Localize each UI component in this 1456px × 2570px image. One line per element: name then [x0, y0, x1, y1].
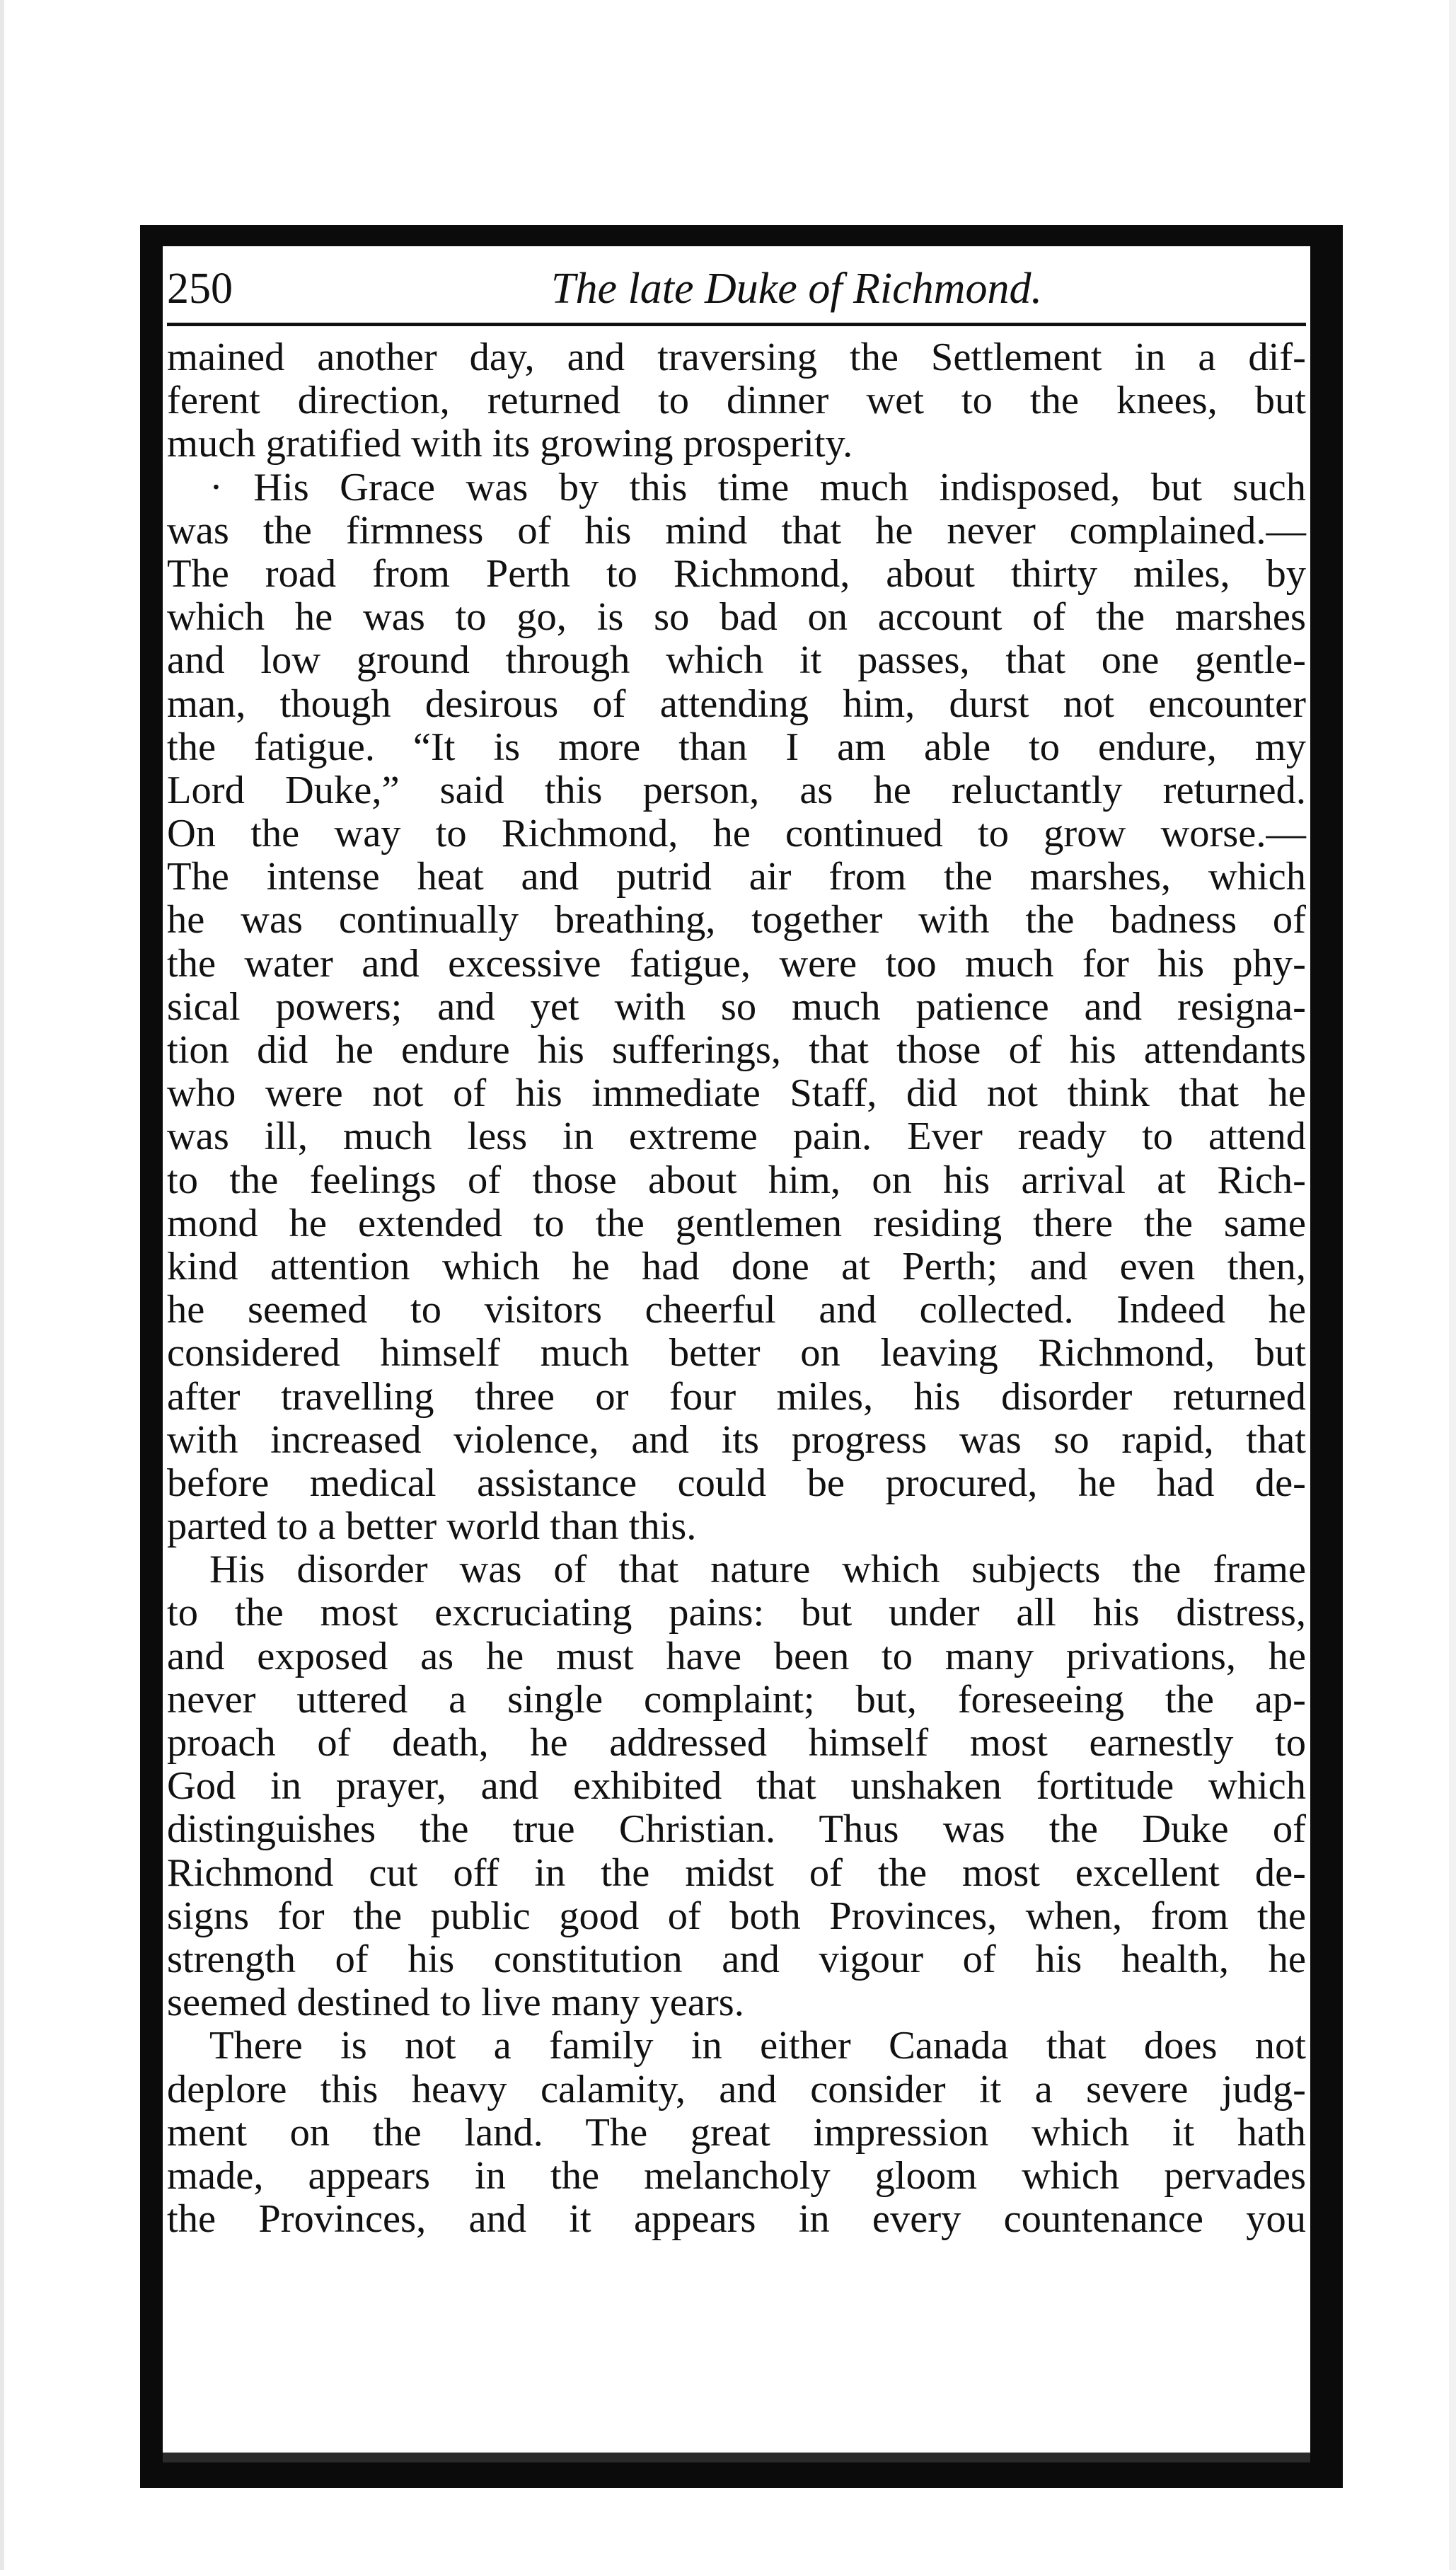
text-line: was the firmness of his mind that he never complained.— — [167, 508, 1306, 553]
text-line: proach of death, he addressed himself most earnestly to — [167, 1721, 1306, 1765]
text-line: he seemed to visitors cheerful and collected. Indeed he — [167, 1288, 1306, 1332]
text-line: he was continually breathing, together with the badness of — [167, 898, 1306, 943]
text-line: never uttered a single complaint; but, foreseeing the ap- — [167, 1677, 1306, 1722]
text-line: deplore this heavy calamity, and consider it a severe judg- — [167, 2067, 1306, 2111]
running-head — [167, 258, 1306, 326]
text-line: Richmond cut off in the midst of the most excellent de- — [167, 1850, 1306, 1895]
scan-edge-left — [0, 0, 4, 2570]
text-line: seemed destined to live many years. — [167, 1981, 744, 2025]
text-line: sical powers; and yet with so much patience and resigna- — [167, 984, 1306, 1029]
text-line: There is not a family in either Canada that does not — [209, 2024, 1306, 2068]
text-line: His disorder was of that nature which subjects the frame — [209, 1548, 1306, 1592]
text-line: the fatigue. “It is more than I am able to endure, my — [167, 725, 1306, 769]
text-line: much gratified with its growing prosperity. — [167, 422, 853, 466]
text-line: Lord Duke,” said this person, as he reluctantly returned. — [167, 768, 1306, 812]
text-line: mond he extended to the gentlemen residing there the same — [167, 1201, 1306, 1245]
frame-border-bottom-inner — [163, 2453, 1310, 2462]
text-line: the water and excessive fatigue, were too much for his phy- — [167, 941, 1306, 986]
text-line: which he was to go, is so bad on account of the marshes — [167, 595, 1306, 640]
text-line: to the feelings of those about him, on his arrival at Rich- — [167, 1158, 1306, 1202]
frame-border-left — [140, 225, 163, 2488]
text-line: strength of his constitution and vigour of his health, he — [167, 1937, 1306, 1981]
text-line: The road from Perth to Richmond, about thirty miles, by — [167, 551, 1306, 596]
text-line: On the way to Richmond, he continued to grow worse.— — [167, 812, 1306, 856]
text-line: before medical assistance could be procured, he had de- — [167, 1460, 1306, 1505]
text-line: tion did he endure his sufferings, that those of his attendants — [167, 1028, 1306, 1072]
text-line: with increased violence, and its progress was so rapid, that — [167, 1417, 1306, 1462]
page-frame — [140, 225, 1343, 2488]
text-line: after travelling three or four miles, his disorder returned — [167, 1374, 1306, 1419]
text-line: was ill, much less in extreme pain. Ever ready to attend — [167, 1114, 1306, 1159]
text-line: mained another day, and traversing the Settlement in a dif- — [167, 335, 1306, 379]
text-line: ment on the land. The great impression which it hath — [167, 2110, 1306, 2155]
text-line: made, appears in the melancholy gloom which pervades — [167, 2153, 1306, 2198]
scan-edge-right — [1449, 0, 1456, 2570]
page-number: 250 — [167, 265, 233, 313]
frame-border-right — [1310, 225, 1343, 2488]
running-title: The late Duke of Richmond. — [551, 265, 1042, 313]
text-line: the Provinces, and it appears in every countenance you — [167, 2197, 1306, 2242]
text-line: kind attention which he had done at Perth; and even then, — [167, 1244, 1306, 1289]
text-line: to the most excruciating pains: but under all his distress, — [167, 1591, 1306, 1635]
text-line: distinguishes the true Christian. Thus was the Duke of — [167, 1807, 1306, 1852]
text-line: ferent direction, returned to dinner wet to the knees, but — [167, 379, 1306, 423]
text-line: who were not of his immediate Staff, did not think that he — [167, 1071, 1306, 1116]
text-line: The intense heat and putrid air from the marshes, which — [167, 855, 1306, 899]
frame-border-top — [140, 225, 1343, 246]
frame-border-bottom — [140, 2462, 1343, 2488]
text-line: God in prayer, and exhibited that unshaken fortitude which — [167, 1764, 1306, 1809]
page-content — [167, 258, 1306, 2437]
text-line: signs for the public good of both Provinces, when, from the — [167, 1894, 1306, 1938]
body-text — [167, 336, 1306, 2241]
text-line: and exposed as he must have been to many privations, he — [167, 1634, 1306, 1678]
text-line: man, though desirous of attending him, durst not encounter — [167, 681, 1306, 726]
text-line: · His Grace was by this time much indisposed, but such — [209, 465, 1306, 509]
text-line: and low ground through which it passes, that one gentle- — [167, 638, 1306, 683]
text-line: parted to a better world than this. — [167, 1504, 697, 1549]
text-line: considered himself much better on leaving Richmond, but — [167, 1331, 1306, 1376]
